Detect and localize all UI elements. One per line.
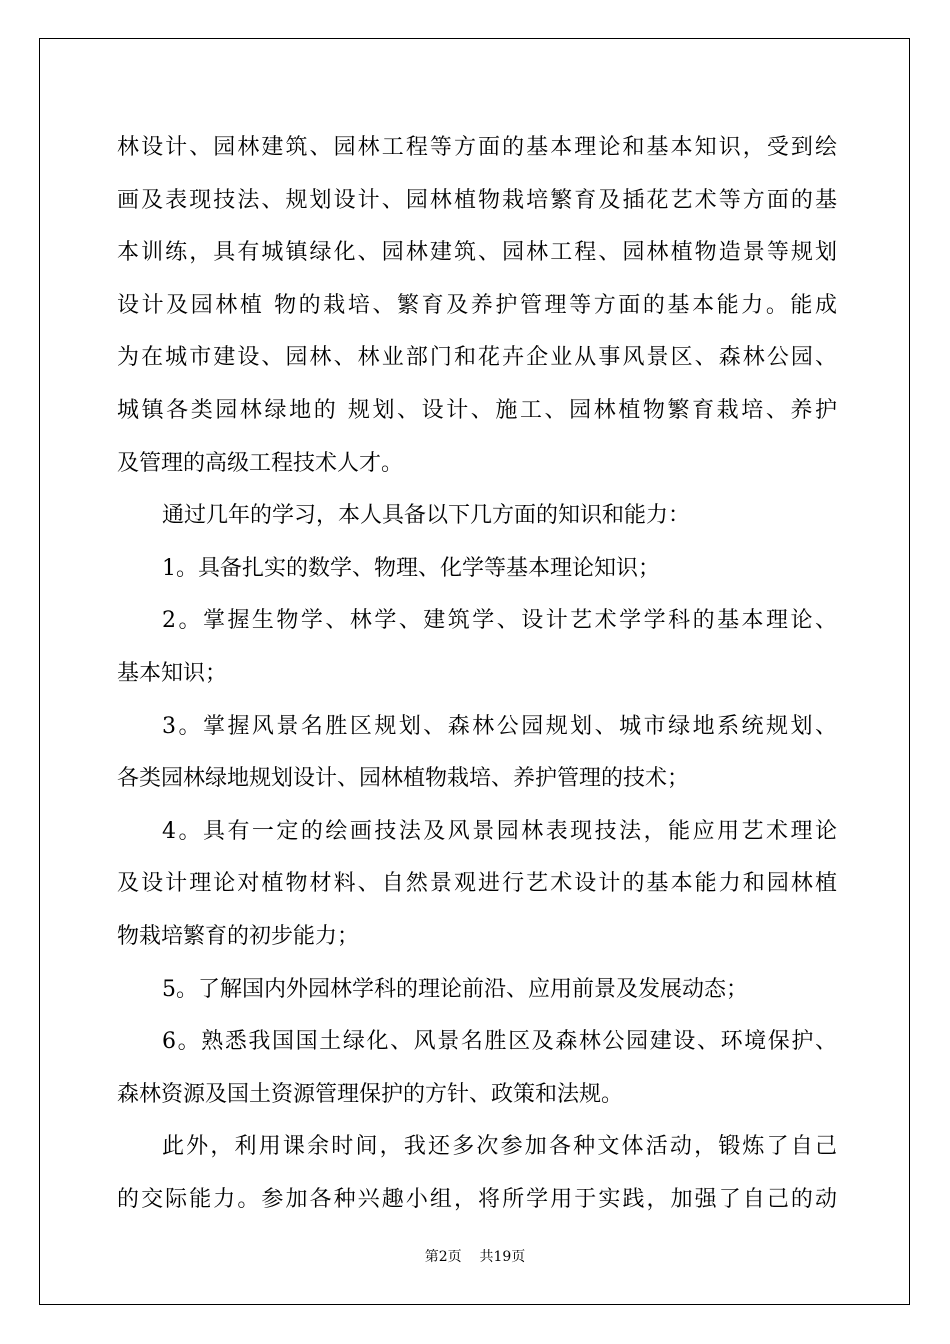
text-line: 通过几年的学习，本人具备以下几方面的知识和能力： (162, 503, 691, 529)
text-line: 2。掌握生物学、林学、建筑学、设计艺术学学科的基本理论、 (162, 608, 837, 634)
text-line: 基本知识； (117, 660, 228, 686)
text-line: 的交际能力。参加各种兴趣小组，将所学用于实践，加强了自己的动 (117, 1186, 837, 1212)
text-line: 森林资源及国土资源管理保护的方针、政策和法规。 (117, 1081, 624, 1107)
text-line: 3。掌握风景名胜区规划、森林公园规划、城市绿地系统规划、 (162, 713, 837, 739)
text-line: 及管理的高级工程技术人才。 (117, 450, 404, 476)
text-line: 城镇各类园林绿地的 规划、设计、施工、园林植物繁育栽培、养护 (117, 397, 837, 423)
text-line: 及设计理论对植物材料、自然景观进行艺术设计的基本能力和园林植 (117, 871, 837, 897)
document-body (117, 122, 837, 1226)
text-line: 本训练，具有城镇绿化、园林建筑、园林工程、园林植物造景等规划 (117, 240, 837, 266)
text-line: 6。熟悉我国国土绿化、风景名胜区及森林公园建设、环境保护、 (162, 1029, 837, 1055)
text-line: 此外，利用课余时间，我还多次参加各种文体活动，锻炼了自己 (162, 1134, 837, 1160)
text-line: 5。了解国内外园林学科的理论前沿、应用前景及发展动态； (162, 976, 748, 1002)
page-total: 共19页 (479, 1249, 526, 1265)
text-line: 画及表现技法、规划设计、园林植物栽培繁育及插花艺术等方面的基 (117, 187, 837, 213)
text-line: 为在城市建设、园林、林业部门和花卉企业从事风景区、森林公园、 (117, 345, 837, 371)
text-line: 各类园林绿地规划设计、园林植物栽培、养护管理的技术； (117, 766, 690, 792)
page-number: 第2页 (424, 1249, 462, 1265)
text-line: 4。具有一定的绘画技法及风景园林表现技法，能应用艺术理论 (162, 818, 837, 844)
text-line: 物栽培繁育的初步能力； (117, 923, 360, 949)
page-footer (0, 1246, 950, 1266)
text-line: 设计及园林植 物的栽培、繁育及养护管理等方面的基本能力。能成 (117, 292, 837, 318)
text-line: 1。具备扎实的数学、物理、化学等基本理论知识； (162, 555, 660, 581)
text-line: 林设计、园林建筑、园林工程等方面的基本理论和基本知识，受到绘 (117, 135, 837, 160)
